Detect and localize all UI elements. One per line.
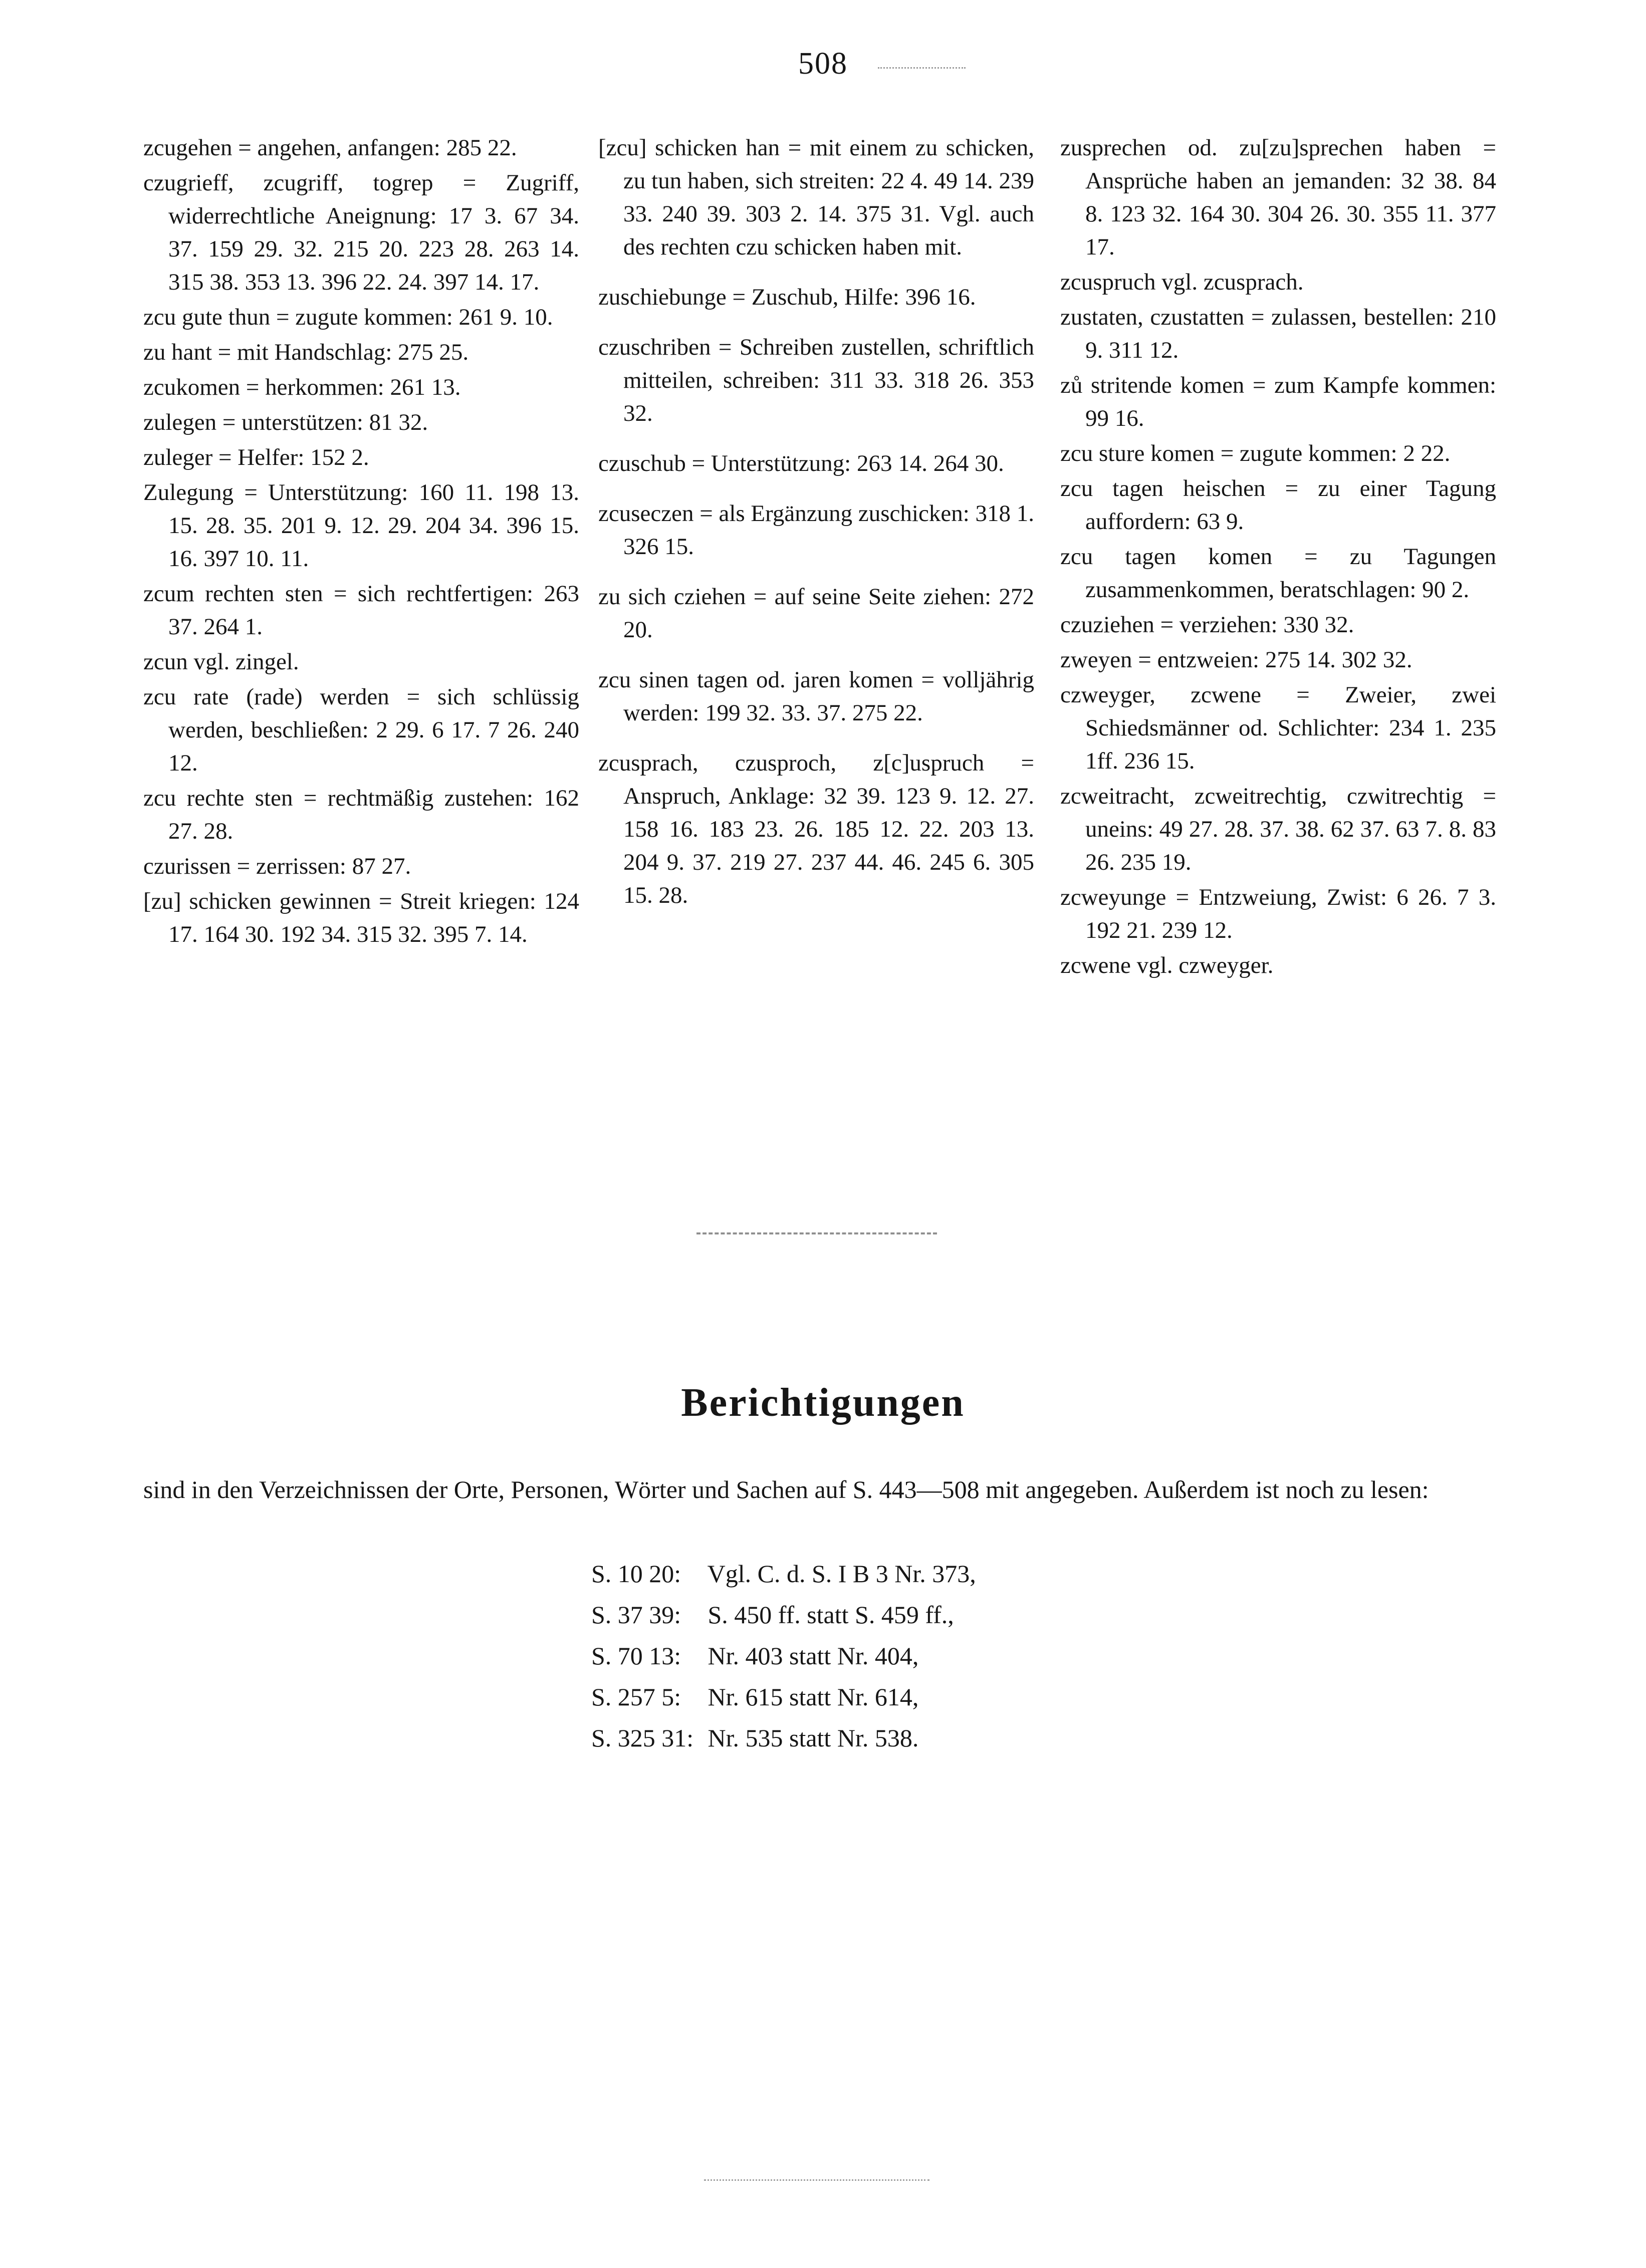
index-entry: zcu sinen tagen od. jaren komen = volljährig werden: 199 32. 33. 37. 275 22. [598, 667, 1034, 726]
correction-ref: S. 37 39: [591, 1601, 681, 1629]
index-entry: zcu tagen heischen = zu einer Tagung auffordern: 63 9. [1060, 475, 1496, 535]
index-entry: zcu rate (rade) werden = sich schlüssig werden, beschließen: 2 29. 6 17. 7 26. 240 12. [143, 684, 579, 776]
correction-text: Nr. 535 statt Nr. 538. [708, 1724, 919, 1752]
page-number-rule [878, 67, 966, 69]
index-entry: czurissen = zerrissen: 87 27. [143, 853, 411, 879]
index-entry: zcu gute thun = zugute kommen: 261 9. 10. [143, 304, 553, 330]
index-entry: zcweitracht, zcweitrechtig, czwitrechtig = uneins: 49 27. 28. 37. 38. 62 37. 63 7. 8. 83 26. 235 19. [1060, 783, 1496, 875]
index-entry: zcun vgl. zingel. [143, 649, 299, 675]
index-entry: czuschriben = Schreiben zustellen, schriftlich mitteilen, schreiben: 311 33. 318 26. 353 32. [598, 334, 1034, 426]
index-entry: zcweyunge = Entzweiung, Zwist: 6 26. 7 3. 192 21. 239 12. [1060, 884, 1496, 943]
index-entry: zcugehen = angehen, anfangen: 285 22. [143, 135, 517, 161]
bottom-rule [704, 2179, 929, 2181]
correction-text: Vgl. C. d. S. I B 3 Nr. 373, [707, 1560, 976, 1588]
correction-ref: S. 10 20: [591, 1560, 681, 1588]
correction-text: Nr. 615 statt Nr. 614, [708, 1683, 919, 1711]
index-entry: czugrieff, zcugriff, togrep = Zugriff, widerrechtliche Aneignung: 17 3. 67 34. 37. 159 29. 32. 215 20. 223 28. 263 14. 315 38. 353 13. 396 22. 24. 397 14. 17. [143, 170, 579, 295]
index-entry: zů stritende komen = zum Kampfe kommen: 99 16. [1060, 372, 1496, 431]
correction-ref: S. 70 13: [591, 1642, 681, 1670]
index-entry: [zcu] schicken han = mit einem zu schicken, zu tun haben, sich streiten: 22 4. 49 14. 239 33. 240 39. 303 2. 14. 375 31. Vgl. auch des rechten czu schicken haben mit. [598, 135, 1034, 260]
correction-text: S. 450 ff. statt S. 459 ff., [708, 1601, 954, 1629]
index-column-1 [143, 131, 579, 953]
index-entry: Zulegung = Unterstützung: 160 11. 198 13. 15. 28. 35. 201 9. 12. 29. 204 34. 396 15. 16. 397 10. 11. [143, 479, 579, 572]
corrections-title: Berichtigungen [681, 1381, 965, 1425]
index-entry: czuziehen = verziehen: 330 32. [1060, 612, 1354, 638]
correction-item [591, 1676, 1193, 1717]
index-entry: zcu sture komen = zugute kommen: 2 22. [1060, 440, 1451, 466]
index-entry: zcum rechten sten = sich rechtfertigen: 263 37. 264 1. [143, 581, 579, 640]
corrections-list [591, 1553, 1193, 1758]
index-entry: zusprechen od. zu[zu]sprechen haben = Ansprüche haben an jemanden: 32 38. 84 8. 123 32. 164 30. 304 26. 30. 355 11. 377 17. [1060, 135, 1496, 260]
index-entry: zulegen = unterstützen: 81 32. [143, 409, 428, 435]
correction-item [591, 1635, 1193, 1676]
corrections-intro: sind in den Verzeichnissen der Orte, Personen, Wörter und Sachen auf S. 443—508 mit angegeben. Außerdem ist noch zu lesen: [143, 1475, 1429, 1503]
index-entry: zcukomen = herkommen: 261 13. [143, 374, 461, 400]
correction-ref: S. 325 31: [591, 1724, 694, 1752]
index-entry: zcuspruch vgl. zcusprach. [1060, 269, 1304, 295]
correction-text: Nr. 403 statt Nr. 404, [708, 1642, 919, 1670]
correction-item [591, 1594, 1193, 1635]
index-entry: zweyen = entzweien: 275 14. 302 32. [1060, 647, 1413, 673]
index-entry: czuschub = Unterstützung: 263 14. 264 30. [598, 450, 1004, 476]
index-entry: zcu rechte sten = rechtmäßig zustehen: 162 27. 28. [143, 785, 579, 844]
correction-ref: S. 257 5: [591, 1683, 681, 1711]
index-entry: zcuseczen = als Ergänzung zuschicken: 318 1. 326 15. [598, 500, 1035, 560]
correction-item [591, 1717, 1193, 1758]
index-entry: zustaten, czustatten = zulassen, bestellen: 210 9. 311 12. [1060, 304, 1496, 363]
index-column-3 [1060, 131, 1496, 984]
index-entry: zu hant = mit Handschlag: 275 25. [143, 339, 469, 365]
index-entry: zu sich cziehen = auf seine Seite ziehen: 272 20. [598, 584, 1034, 643]
index-entry: zcusprach, czusproch, z[c]uspruch = Anspruch, Anklage: 32 39. 123 9. 12. 27. 158 16. 183 23. 26. 185 12. 22. 203 13. 204 9. 37. 219 27. 237 44. 46. 245 6. 305 15. 28. [598, 750, 1034, 908]
page-number: 508 [798, 47, 848, 81]
index-entry: zcwene vgl. czweyger. [1060, 952, 1274, 978]
index-column-2 [598, 131, 1034, 914]
index-entry: zcu tagen komen = zu Tagungen zusammenkommen, beratschlagen: 90 2. [1060, 544, 1496, 603]
index-entry: czweyger, zcwene = Zweier, zwei Schiedsmänner od. Schlichter: 234 1. 235 1ff. 236 15. [1060, 682, 1496, 774]
index-entry: [zu] schicken gewinnen = Streit kriegen: 124 17. 164 30. 192 34. 315 32. 395 7. 14. [143, 888, 579, 947]
index-entry: zuschiebunge = Zuschub, Hilfe: 396 16. [598, 284, 976, 310]
section-divider [696, 1232, 937, 1234]
correction-item [591, 1553, 1193, 1594]
index-entry: zuleger = Helfer: 152 2. [143, 444, 369, 470]
